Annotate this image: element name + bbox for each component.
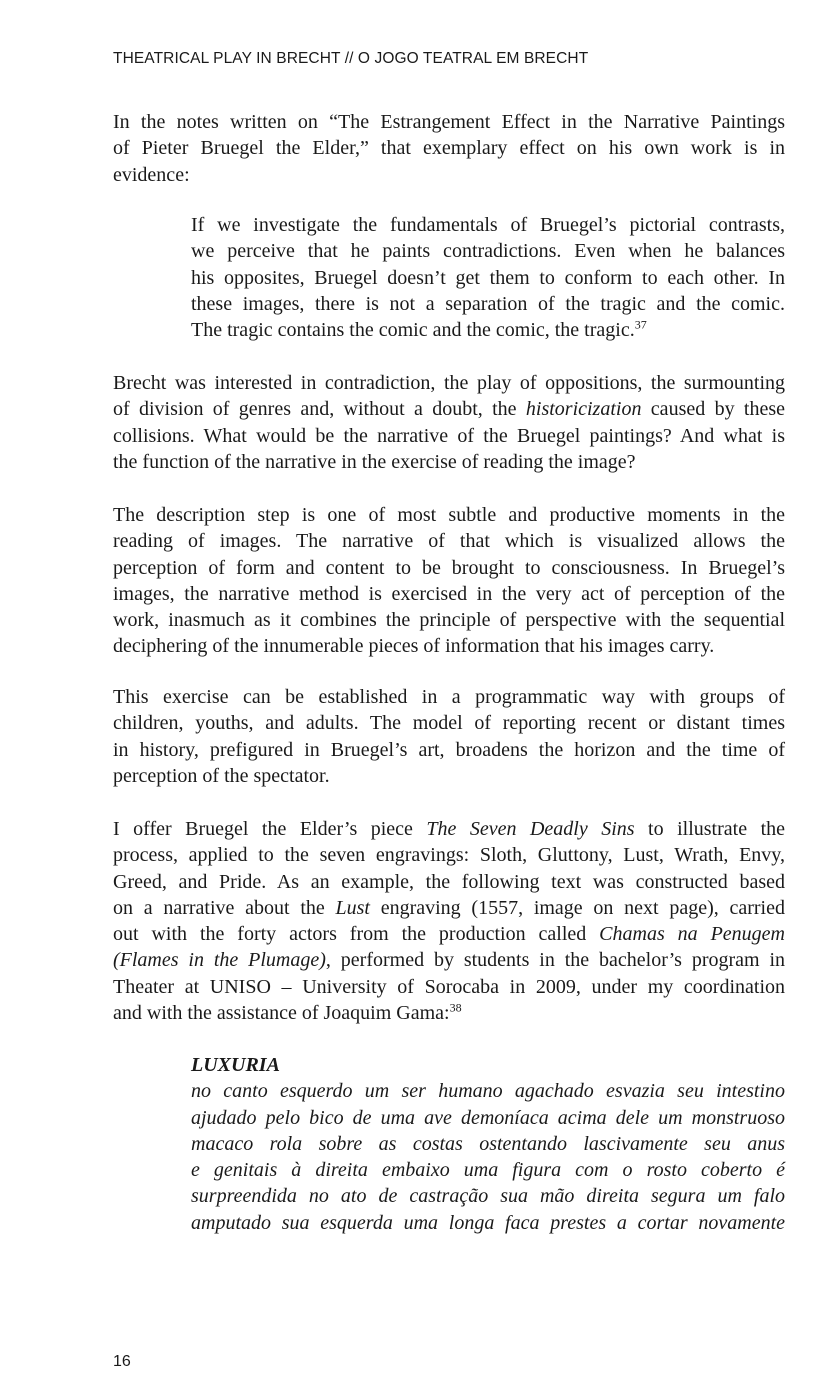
text-line: children, youths, and adults. The model of reporting recent or distant times: [113, 712, 785, 735]
quote-line-last: [191, 317, 785, 343]
text-line: Theater at UNISO – University of Sorocaba in 2009, under my coordination: [113, 975, 785, 998]
emphasis-historicization: historicization: [525, 398, 642, 421]
footnote-ref-38[interactable]: 38: [449, 1000, 462, 1015]
quote-line: we perceive that he paints contradictions. Even when he balances: [191, 240, 785, 263]
text-line: [113, 396, 785, 422]
poem-luxuria: [191, 1052, 785, 1236]
text-line: [113, 895, 785, 921]
emphasis-chamas-na-penugem: Chamas na Penugem: [599, 923, 785, 946]
text-segment: and with the assistance of Joaquim Gama:: [113, 1002, 450, 1025]
text-line: evidence:: [113, 163, 190, 186]
paragraph-contradiction: [113, 370, 785, 475]
text-line: process, applied to the seven engravings: Sloth, Gluttony, Lust, Wrath, Envy,: [113, 844, 785, 867]
text-line: Greed, and Pride. As an example, the following text was constructed based: [113, 870, 785, 893]
text-line: images, the narrative method is exercised in the very act of perception of the: [113, 582, 785, 605]
text-segment: , performed by students in the bachelor’s program in: [325, 949, 786, 972]
text-line: In the notes written on “The Estrangement Effect in the Narrative Paintings: [113, 111, 785, 133]
quote-line-text: The tragic contains the comic and the comic, the tragic.: [191, 319, 635, 342]
poem-line: surpreendida no ato de castração sua mão direita segura um falo: [191, 1185, 785, 1208]
text-segment: on a narrative about the: [113, 896, 336, 919]
text-line-last: [113, 1000, 785, 1026]
quote-line: If we investigate the fundamentals of Bruegel’s pictorial contrasts,: [191, 214, 785, 236]
text-segment: caused by these: [641, 398, 785, 421]
paragraph-exercise: [113, 684, 785, 789]
text-line: perception of form and content to be brought to consciousness. In Bruegel’s: [113, 556, 785, 579]
text-line: of Pieter Bruegel the Elder,” that exemplary effect on his own work is in: [113, 137, 785, 160]
text-line: collisions. What would be the narrative of the Bruegel paintings? And what is: [113, 424, 785, 447]
text-line: reading of images. The narrative of that which is visualized allows the: [113, 530, 785, 553]
paragraph-seven-deadly-sins: [113, 816, 785, 1026]
poem-title: LUXURIA: [191, 1054, 280, 1076]
text-line: This exercise can be established in a programmatic way with groups of: [113, 686, 785, 708]
text-line: deciphering of the innumerable pieces of information that his images carry.: [113, 635, 715, 658]
text-line: The description step is one of most subtle and productive moments in the: [113, 504, 785, 526]
poem-body: [191, 1078, 785, 1236]
running-header: THEATRICAL PLAY IN BRECHT // O JOGO TEATRAL EM BRECHT: [113, 50, 589, 67]
text-line: Brecht was interested in contradiction, the play of oppositions, the surmounting: [113, 372, 785, 394]
text-line: perception of the spectator.: [113, 764, 330, 787]
text-line: in history, prefigured in Bruegel’s art, broadens the horizon and the time of: [113, 738, 785, 761]
block-quote: [191, 212, 785, 343]
text-segment: engraving (1557, image on next page), carried: [369, 896, 785, 919]
text-segment: to illustrate the: [634, 818, 785, 840]
text-line: work, inasmuch as it combines the principle of perspective with the sequential: [113, 609, 785, 632]
text-segment: out with the forty actors from the production called: [113, 923, 600, 946]
page-number: 16: [113, 1353, 131, 1370]
paragraph-intro: [113, 109, 785, 188]
text-line: [113, 921, 785, 947]
poem-line: ajudado pelo bico de uma ave demoníaca acima dele um monstruoso: [191, 1106, 785, 1129]
footnote-ref-37[interactable]: 37: [634, 317, 647, 332]
emphasis-seven-deadly-sins: The Seven Deadly Sins: [426, 818, 635, 840]
text-line: [113, 816, 785, 842]
text-line: the function of the narrative in the exercise of reading the image?: [113, 450, 636, 473]
paragraph-description-step: [113, 502, 785, 660]
emphasis-lust: Lust: [335, 896, 370, 919]
quote-line: his opposites, Bruegel doesn’t get them to conform to each other. In: [191, 266, 785, 289]
poem-line: no canto esquerdo um ser humano agachado esvazia seu intestino: [191, 1080, 785, 1103]
emphasis-flames-in-the-plumage: (Flames in the Plumage): [113, 949, 326, 972]
poem-line: e genitais à direita embaixo uma figura com o rosto coberto é: [191, 1159, 785, 1182]
text-line: [113, 947, 785, 973]
text-segment: I offer Bruegel the Elder’s piece: [113, 818, 427, 840]
poem-line: amputado sua esquerda uma longa faca prestes a cortar novamente: [191, 1211, 785, 1234]
quote-line: these images, there is not a separation of the tragic and the comic.: [191, 292, 785, 315]
text-segment: of division of genres and, without a doubt, the: [113, 398, 526, 421]
poem-line: macaco rola sobre as costas ostentando lascivamente seu anus: [191, 1132, 785, 1155]
